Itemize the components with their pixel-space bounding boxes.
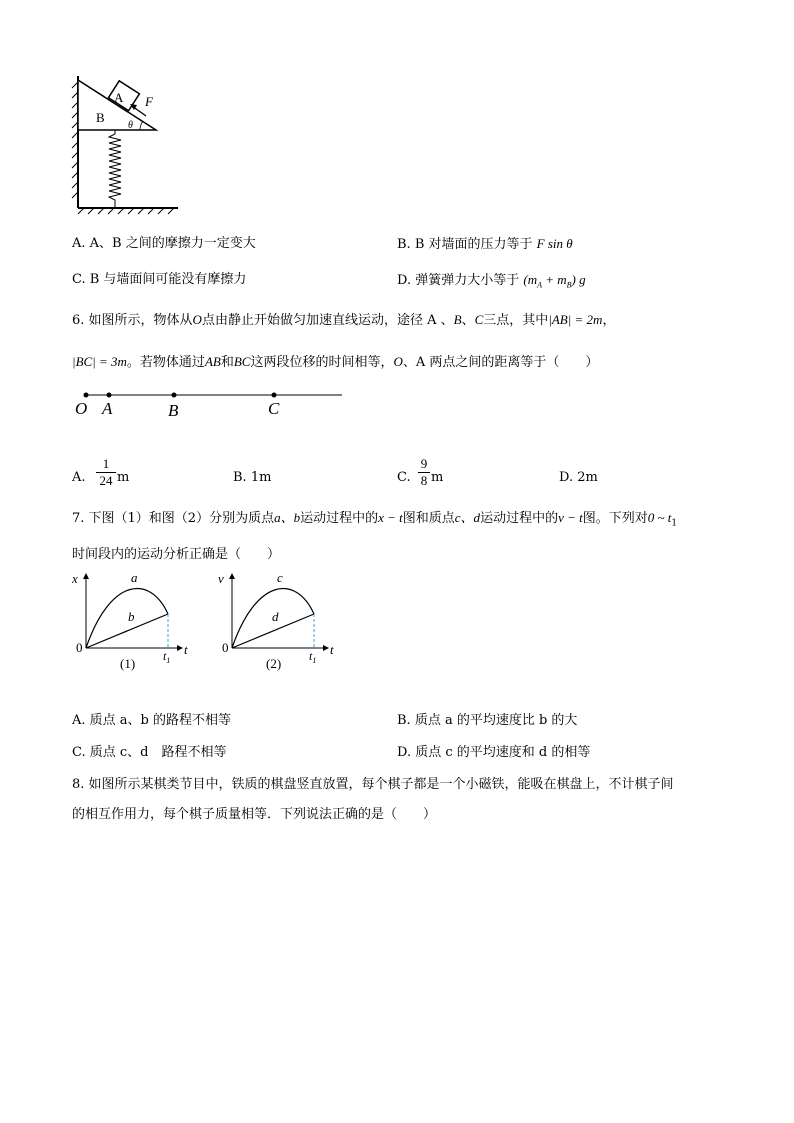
q6-text: 6. 如图所示，物体从 [72, 313, 193, 328]
q6-text: 和 [220, 355, 234, 370]
q7-option-b: B. 质点 a 的平均速度比 b 的大 [397, 713, 578, 728]
fraction-numerator: 1 [102, 456, 110, 471]
q5-option-d-text: D. 弹簧弹力大小等于 [397, 273, 520, 288]
q8-stem-line2: 的相互作用力，每个棋子质量相等．下列说法正确的是（ ） [72, 807, 437, 822]
q7-var-xt: x − t [378, 510, 403, 525]
point-O-label: O [75, 399, 88, 418]
q7-stem-line1 [72, 509, 677, 533]
vt-graph [216, 568, 346, 676]
fraction-denominator: 8 [420, 473, 428, 488]
q6-var-O: O [192, 312, 202, 327]
q6-option-b: B. 1m [233, 470, 272, 485]
x-axis-label: t [330, 642, 334, 657]
fig1-caption: (1) [120, 656, 136, 671]
q7-option-c: C. 质点 c、d 路程不相等 [72, 745, 227, 760]
q6-var-B: B [453, 312, 462, 327]
q6-var-AB: AB [204, 354, 221, 369]
curve-a-label: a [131, 570, 138, 585]
fig2-caption: (2) [266, 656, 282, 671]
q8-stem-line1: 8. 如图所示某棋类节目中，铁质的棋盘竖直放置，每个棋子都是一个小磁铁，能吸在棋盘上，不计棋子间 [72, 777, 674, 792]
curve-c-label: c [277, 570, 283, 585]
t1-label [163, 649, 170, 665]
q6-text: 三点，其中 [483, 313, 549, 328]
q6-var-BC: BC [233, 354, 251, 369]
q5-option-d [397, 271, 586, 295]
origin-label: 0 [76, 640, 83, 655]
t1-label [309, 649, 316, 665]
q7-text: 运动过程中的 [300, 511, 379, 526]
formula-sub-b: B [566, 280, 572, 290]
fraction-numerator: 9 [420, 456, 428, 471]
q6-bc-length: |BC| = 3m [72, 354, 127, 369]
q7-stem-line2: 时间段内的运动分析正确是（ ） [72, 547, 281, 562]
q7-var-cd: c、d [454, 510, 481, 525]
fraction-denominator: 24 [99, 473, 113, 488]
point-C [272, 393, 277, 398]
q6-text: 。若物体通过 [126, 355, 205, 370]
formula-tail: ) g [571, 272, 586, 287]
x-axis-label: t [184, 642, 188, 657]
line-b-label: b [128, 609, 135, 624]
label-theta: θ [128, 120, 133, 131]
point-C-label: C [268, 399, 280, 418]
q6-var-C: C [474, 312, 484, 327]
q6-option-c-unit: m [431, 470, 444, 485]
q6-stem-line1 [72, 311, 615, 330]
q5-option-c: C. B 与墙面间可能没有摩擦力 [72, 272, 247, 287]
q6-text: 、A 两点之间的距离等于（ ） [402, 355, 599, 370]
formula-plus: + m [541, 272, 567, 287]
formula-part: (m [523, 272, 538, 287]
points-line-figure [70, 385, 350, 425]
q6-text: 点由静止开始做匀加速直线运动，途径 A 、 [201, 313, 454, 328]
q5-option-b-text: B. B 对墙面的压力等于 [397, 237, 533, 252]
q6-option-d: D. 2m [559, 470, 598, 485]
q5-option-d-formula [523, 272, 586, 290]
point-A-label: A [102, 399, 113, 418]
t1-text: t [309, 649, 313, 663]
q5-option-b-formula: F sin θ [536, 236, 573, 251]
label-B: B [96, 110, 105, 125]
formula-sub-a: A [537, 280, 542, 290]
q6-option-a-label: A. [72, 470, 86, 485]
origin-label: 0 [222, 640, 229, 655]
q6-var-O: O [393, 354, 403, 369]
q6-stem-line2 [72, 353, 598, 372]
q7-option-a: A. 质点 a、b 的路程不相等 [72, 713, 231, 728]
label-A: A [114, 90, 124, 105]
q7-option-d: D. 质点 c 的平均速度和 d 的相等 [397, 745, 591, 760]
q7-text: 图和质点 [402, 511, 455, 526]
q6-option-c-label: C. [397, 470, 411, 485]
wall-spring-block-figure [70, 72, 185, 217]
q7-text: 图。下列对 [582, 511, 648, 526]
q7-text: 7. 下图（1）和图（2）分别为质点 [72, 511, 275, 526]
label-F: F [145, 94, 153, 109]
q7-text: 运动过程中的 [480, 511, 559, 526]
q7-range-sub: 1 [671, 518, 678, 529]
point-B-label: B [168, 401, 179, 420]
curve-a [86, 589, 168, 648]
q6-option-c-fraction [416, 456, 432, 489]
q5-option-b [397, 235, 573, 254]
xt-graph [70, 568, 200, 676]
q7-var-ab: a、b [274, 510, 301, 525]
q6-option-a-unit: m [117, 470, 130, 485]
t1-text: t [163, 649, 167, 663]
t1-sub: 1 [312, 656, 317, 665]
point-A [107, 393, 112, 398]
q5-option-a: A. A、B 之间的摩擦力一定变大 [72, 236, 256, 251]
y-axis-label: v [218, 571, 224, 586]
point-O [84, 393, 89, 398]
point-B [172, 393, 177, 398]
q6-ab-length: |AB| = 2m [548, 312, 603, 327]
y-axis-label: x [72, 571, 78, 586]
q7-var-vt: v − t [558, 510, 583, 525]
q6-text: ， [602, 313, 616, 328]
q6-text: 这两段位移的时间相等， [250, 355, 394, 370]
q6-text: 、 [461, 313, 475, 328]
q6-option-a-fraction [94, 456, 118, 489]
t1-sub: 1 [166, 656, 171, 665]
line-d-label: d [272, 609, 279, 624]
q7-range: 0 ~ t [647, 510, 672, 525]
